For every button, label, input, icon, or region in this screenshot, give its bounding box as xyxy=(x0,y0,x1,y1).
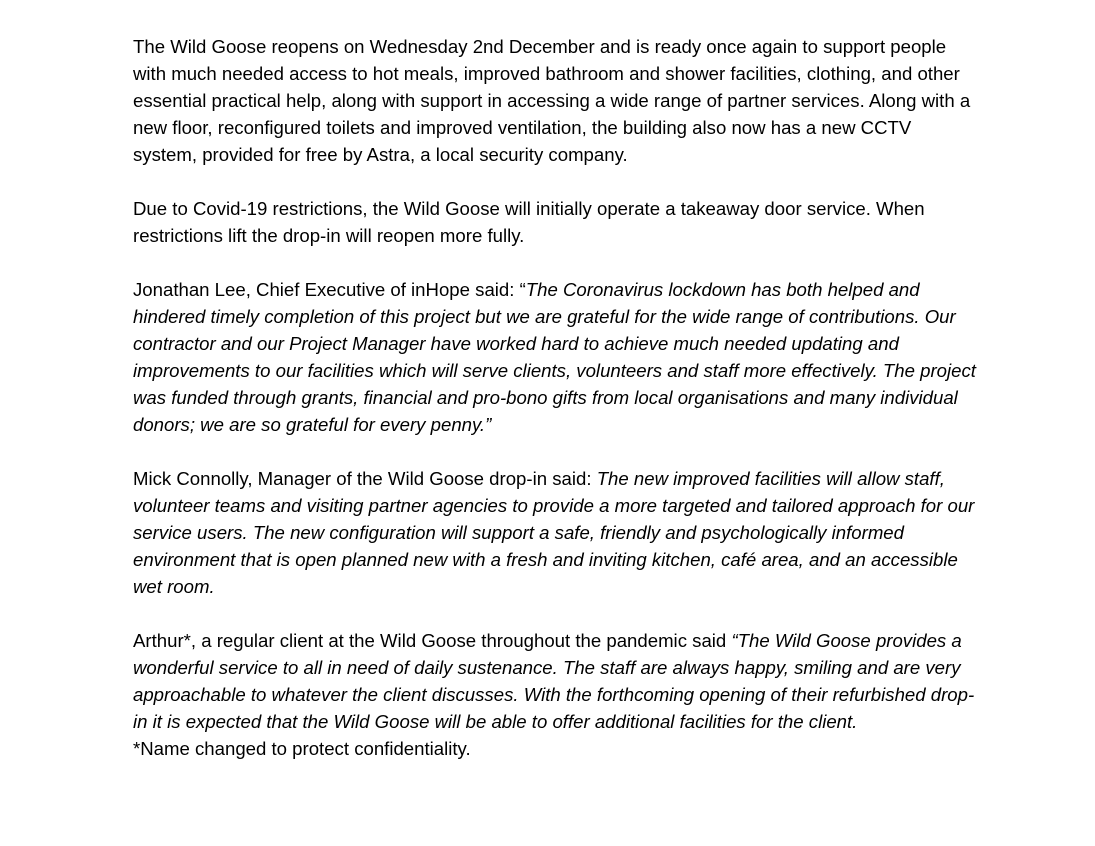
quote-attribution: Jonathan Lee, Chief Executive of inHope said: “ xyxy=(133,279,526,300)
quote-text: The new improved facilities will allow staff, volunteer teams and visiting partner agencies to provide a more targeted and tailored approach for our service users. The new configuration will support a safe, friendly and psychologically informed environment that is open planned new with a fresh and inviting kitchen, café area, and an accessible wet room. xyxy=(133,468,975,597)
paragraph-gap xyxy=(133,249,978,276)
quote-text: The Coronavirus lockdown has both helped and hindered timely completion of this project but we are grateful for the wide range of contributions. Our contractor and our Project Manager have worked hard to achieve much needed updating and improvements to our facilities which will serve clients, volunteers and staff more effectively. The project was funded through grants, financial and pro-bono gifts from local organisations and many individual donors; we are so grateful for every penny.” xyxy=(133,279,976,435)
paragraph-gap xyxy=(133,168,978,195)
paragraph-mick-connolly-quote xyxy=(133,465,978,600)
paragraph-jonathan-lee-quote xyxy=(133,276,978,438)
paragraph-gap xyxy=(133,438,978,465)
quote-text: “The Wild Goose provides a wonderful service to all in need of daily sustenance. The staff are always happy, smiling and are very approachable to whatever the client discusses. With the forthcoming opening of their refurbished drop-in it is expected that the Wild Goose will be able to offer additional facilities for the client. xyxy=(133,630,975,732)
paragraph-reopening: The Wild Goose reopens on Wednesday 2nd December and is ready once again to support people with much needed access to hot meals, improved bathroom and shower facilities, clothing, and other essential practical help, along with support in accessing a wide range of partner services. Along with a new floor, reconfigured toilets and improved ventilation, the building also now has a new CCTV system, provided for free by Astra, a local security company. xyxy=(133,36,971,165)
paragraph-arthur-quote xyxy=(133,627,978,735)
footnote: *Name changed to protect confidentiality. xyxy=(133,738,471,759)
quote-attribution: Arthur*, a regular client at the Wild Goose throughout the pandemic said xyxy=(133,630,732,651)
quote-attribution: Mick Connolly, Manager of the Wild Goose drop-in said: xyxy=(133,468,597,489)
paragraph-covid-restrictions: Due to Covid-19 restrictions, the Wild Goose will initially operate a takeaway door service. When restrictions lift the drop-in will reopen more fully. xyxy=(133,198,925,246)
document-body xyxy=(133,33,978,762)
paragraph-gap xyxy=(133,600,978,627)
